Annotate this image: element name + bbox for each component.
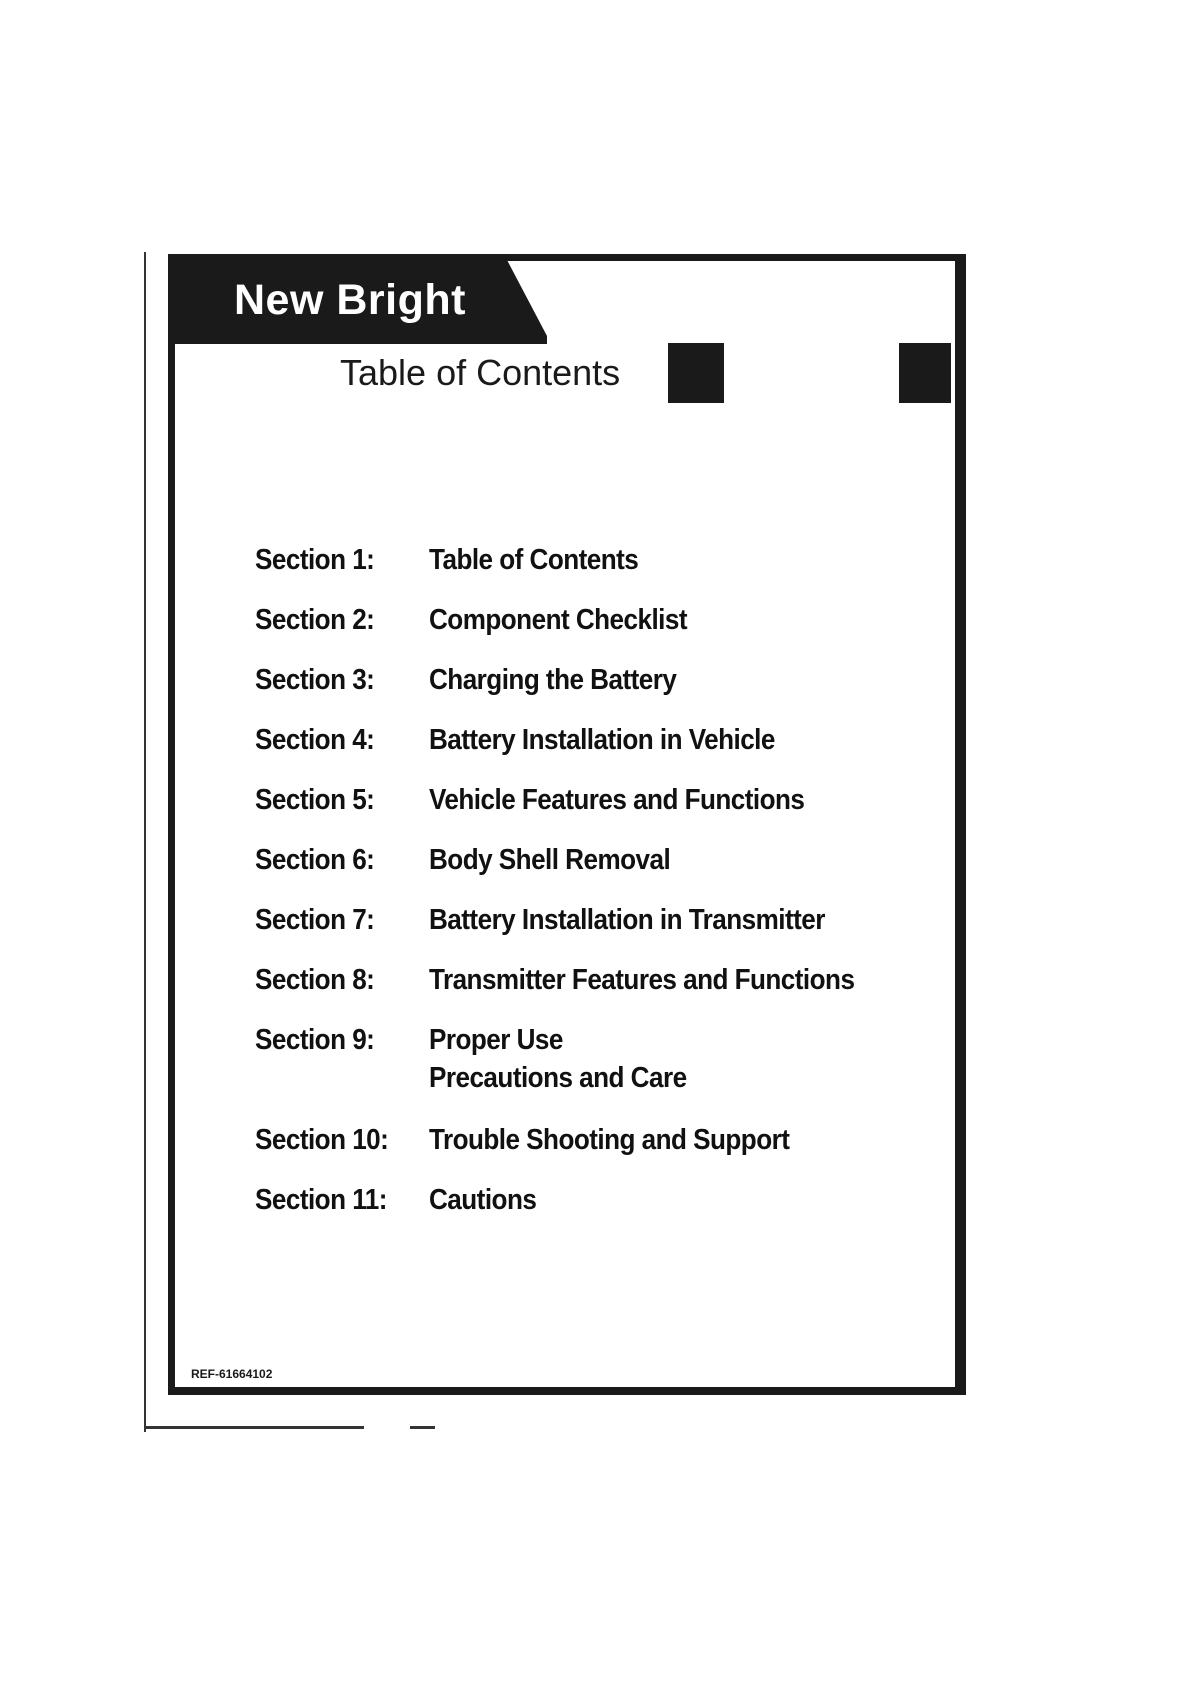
toc-section-title: Body Shell Removal — [429, 844, 671, 876]
manual-page-frame — [168, 254, 966, 1395]
registration-mark-right — [899, 343, 951, 403]
toc-row — [255, 901, 935, 961]
toc-section-title: Charging the Battery — [429, 664, 677, 696]
toc-section-title: Transmitter Features and Functions — [429, 964, 855, 996]
toc-row — [255, 541, 935, 601]
toc-row — [255, 661, 935, 721]
toc-section-number: Section 6: — [255, 844, 375, 876]
scan-edge-left — [144, 252, 146, 1432]
page-title: Table of Contents — [340, 352, 621, 393]
toc-section-title: Trouble Shooting and Support — [429, 1124, 790, 1156]
reference-code: REF-61664102 — [191, 1367, 273, 1381]
registration-mark-left — [668, 343, 724, 403]
toc-section-title: Battery Installation in Vehicle — [429, 724, 775, 756]
toc-section-title: Battery Installation in Transmitter — [429, 904, 825, 936]
toc-section-number: Section 4: — [255, 724, 375, 756]
toc-section-number: Section 1: — [255, 544, 375, 576]
toc-section-title: Cautions — [429, 1184, 537, 1216]
toc-section-number: Section 10: — [255, 1124, 389, 1156]
toc-section-number: Section 2: — [255, 604, 375, 636]
toc-row — [255, 841, 935, 901]
scan-edge-bottom-dash — [410, 1426, 435, 1429]
toc-section-title: Vehicle Features and Functions — [429, 784, 805, 816]
toc-row — [255, 1121, 935, 1181]
toc-list — [255, 541, 935, 1241]
toc-section-number: Section 3: — [255, 664, 375, 696]
toc-section-number: Section 11: — [255, 1184, 387, 1216]
toc-section-number: Section 5: — [255, 784, 375, 816]
toc-section-title: Table of Contents — [429, 544, 639, 576]
toc-section-title: Component Checklist — [429, 604, 688, 636]
toc-section-number: Section 7: — [255, 904, 375, 936]
toc-section-number: Section 8: — [255, 964, 375, 996]
toc-row — [255, 721, 935, 781]
toc-row — [255, 1181, 935, 1241]
toc-section-title: Proper Use Precautions and Care — [429, 1024, 687, 1094]
toc-row — [255, 961, 935, 1021]
toc-row — [255, 601, 935, 661]
brand-banner — [174, 260, 554, 344]
scan-edge-bottom — [144, 1426, 364, 1429]
toc-row — [255, 781, 935, 841]
toc-section-number: Section 9: — [255, 1024, 375, 1056]
brand-name: New Bright — [234, 276, 466, 324]
toc-row — [255, 1021, 935, 1121]
